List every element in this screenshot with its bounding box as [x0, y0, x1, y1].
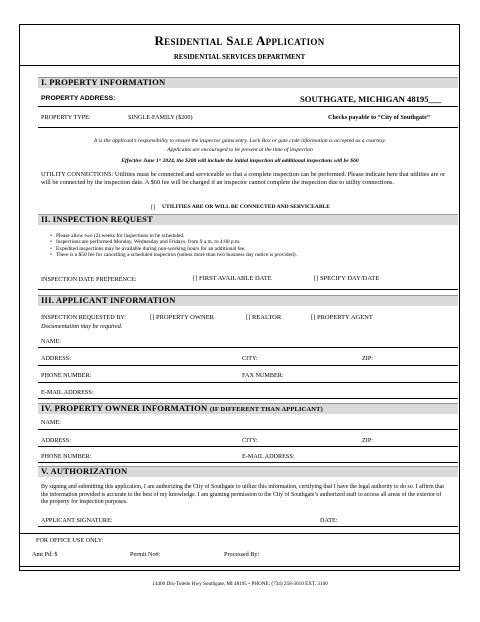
- section-3-heading: III. APPLICANT INFORMATION: [41, 295, 176, 305]
- owner-address-line[interactable]: [38, 446, 458, 447]
- owner-email-label: E-MAIL ADDRESS:: [242, 453, 295, 460]
- signature-date-label: DATE:: [320, 517, 338, 524]
- specify-day-date-checkbox[interactable]: [] SPECIFY DAY/DATE: [314, 275, 380, 282]
- office-bottom-line: [19, 566, 460, 567]
- owner-name-line[interactable]: [38, 429, 458, 430]
- property-city-state: SOUTHGATE, MICHIGAN 48195___: [300, 94, 442, 104]
- owner-zip-label: ZIP:: [362, 437, 374, 444]
- applicant-city-label: CITY:: [242, 355, 258, 362]
- checks-payable-note: Checks payable to “City of Southgate”: [328, 114, 430, 121]
- section-5-heading: V. AUTHORIZATION: [41, 466, 128, 476]
- property-agent-checkbox[interactable]: [] PROPERTY AGENT: [311, 314, 373, 321]
- requested-by-label: INSPECTION REQUESTED BY:: [41, 314, 127, 321]
- effective-date-notice: Effective June 1ˢᵗ 2024, the $200 will include the initial inspection all additional inspections will be $60: [121, 158, 359, 164]
- property-address-line[interactable]: [38, 106, 458, 107]
- divider: [38, 289, 458, 290]
- list-item: • Expedited inspections may be available during non-working hours for an additional fee.: [50, 246, 297, 252]
- section-4-heading: [41, 403, 323, 413]
- section-2-heading: II. INSPECTION REQUEST: [41, 214, 154, 224]
- property-owner-checkbox[interactable]: [] PROPERTY OWNER: [150, 314, 215, 321]
- list-item: • There is a $50 fee for cancelling a scheduled inspection (unless more than two business day notice is provided).: [50, 252, 297, 258]
- property-type-label: PROPERTY TYPE:: [41, 114, 91, 121]
- divider: [38, 127, 458, 128]
- owner-name-label: NAME:: [41, 419, 61, 426]
- office-use-heading: FOR OFFICE USE ONLY:: [36, 537, 104, 544]
- authorization-paragraph: By signing and submitting this application, I am authorizing the City of Southgate to utilize this information, certifying that I have the legal authority to do so. I affirm that the information provided is accurate to the best of my knowledge. I am granting permission to the City of Southgate’s authorized staff to access all areas of the exterior of the property for inspection purposes.: [41, 484, 444, 506]
- applicant-email-label: E-MAIL ADDRESS:: [41, 389, 94, 396]
- applicant-zip-label: ZIP:: [362, 355, 374, 362]
- realtor-checkbox[interactable]: [] REALTOR: [246, 314, 282, 321]
- inspection-bullet-list: [50, 233, 297, 258]
- signature-line[interactable]: [38, 526, 458, 527]
- form-subtitle: RESIDENTIAL SERVICES DEPARTMENT: [173, 54, 306, 61]
- applicant-name-label: NAME:: [41, 338, 61, 345]
- processed-by-label: Processed By:: [224, 551, 260, 558]
- list-item: • Please allow two (2) weeks for inspections to be scheduled.: [50, 233, 297, 239]
- entry-notice-line-1: It is the applicant’s responsibility to ensure the inspector gains entry. Lock Box or gate code information is accepted as a courtesy.: [93, 138, 387, 144]
- title-block: [19, 24, 460, 66]
- office-divider: [19, 533, 460, 534]
- owner-city-label: CITY:: [242, 437, 258, 444]
- applicant-name-line[interactable]: [38, 347, 458, 348]
- documentation-note: Documentation may be required.: [41, 323, 123, 330]
- property-address-label: PROPERTY ADDRESS:: [41, 95, 116, 102]
- applicant-phone-line[interactable]: [38, 382, 458, 383]
- utilities-checkbox[interactable]: []: [151, 204, 156, 211]
- applicant-email-line[interactable]: [38, 398, 458, 399]
- property-type-value: SINGLE-FAMILY ($200): [128, 114, 193, 121]
- owner-phone-line[interactable]: [38, 462, 458, 463]
- utilities-checkbox-label: UTILITIES ARE OR WILL BE CONNECTED AND SERVICEABLE: [162, 204, 331, 210]
- applicant-phone-label: PHONE NUMBER:: [41, 372, 92, 379]
- applicant-address-line[interactable]: [38, 365, 458, 366]
- utility-connections-paragraph: UTILITY CONNECTIONS: Utilities must be connected and serviceable so that a complete inspection can be performed. Please indicate here that utilities are or will be connected by the inspection date. A $60 fee will be charged if an inspector cannot complete the inspection due to utility connections.: [41, 171, 446, 186]
- section-4-heading-note: (IF DIFFERENT THAN APPLICANT): [209, 406, 323, 413]
- section-4-heading-text: IV. PROPERTY OWNER INFORMATION: [41, 403, 208, 413]
- permit-number-label: Permit No#:: [130, 551, 161, 558]
- owner-phone-label: PHONE NUMBER:: [41, 453, 92, 460]
- applicant-address-label: ADDRESS:: [41, 355, 71, 362]
- entry-notice-line-2: Applicants are encouraged to be present at the time of inspection: [167, 147, 313, 153]
- amount-paid-label: Amt Pd: $: [32, 551, 58, 558]
- footer-address: 14400 Dix-Toledo Hwy Southgate, MI 48195 • PHONE: (734) 258-3010 EXT. 3100: [152, 581, 328, 587]
- applicant-signature-label: APPLICANT SIGNATURE:: [41, 517, 113, 524]
- list-item: • Inspections are performed Monday, Wednesday and Fridays, from 9 a.m. to 4:00 p.m.: [50, 239, 297, 245]
- date-preference-label: INSPECTION DATE PREFERENCE:: [41, 276, 137, 283]
- owner-address-label: ADDRESS:: [41, 437, 71, 444]
- form-title: Residential Sale Application: [154, 33, 325, 48]
- applicant-fax-label: FAX NUMBER:: [242, 372, 284, 379]
- section-1-heading: I. PROPERTY INFORMATION: [41, 77, 166, 87]
- first-available-date-checkbox[interactable]: [] FIRST AVAILABLE DATE: [193, 275, 272, 282]
